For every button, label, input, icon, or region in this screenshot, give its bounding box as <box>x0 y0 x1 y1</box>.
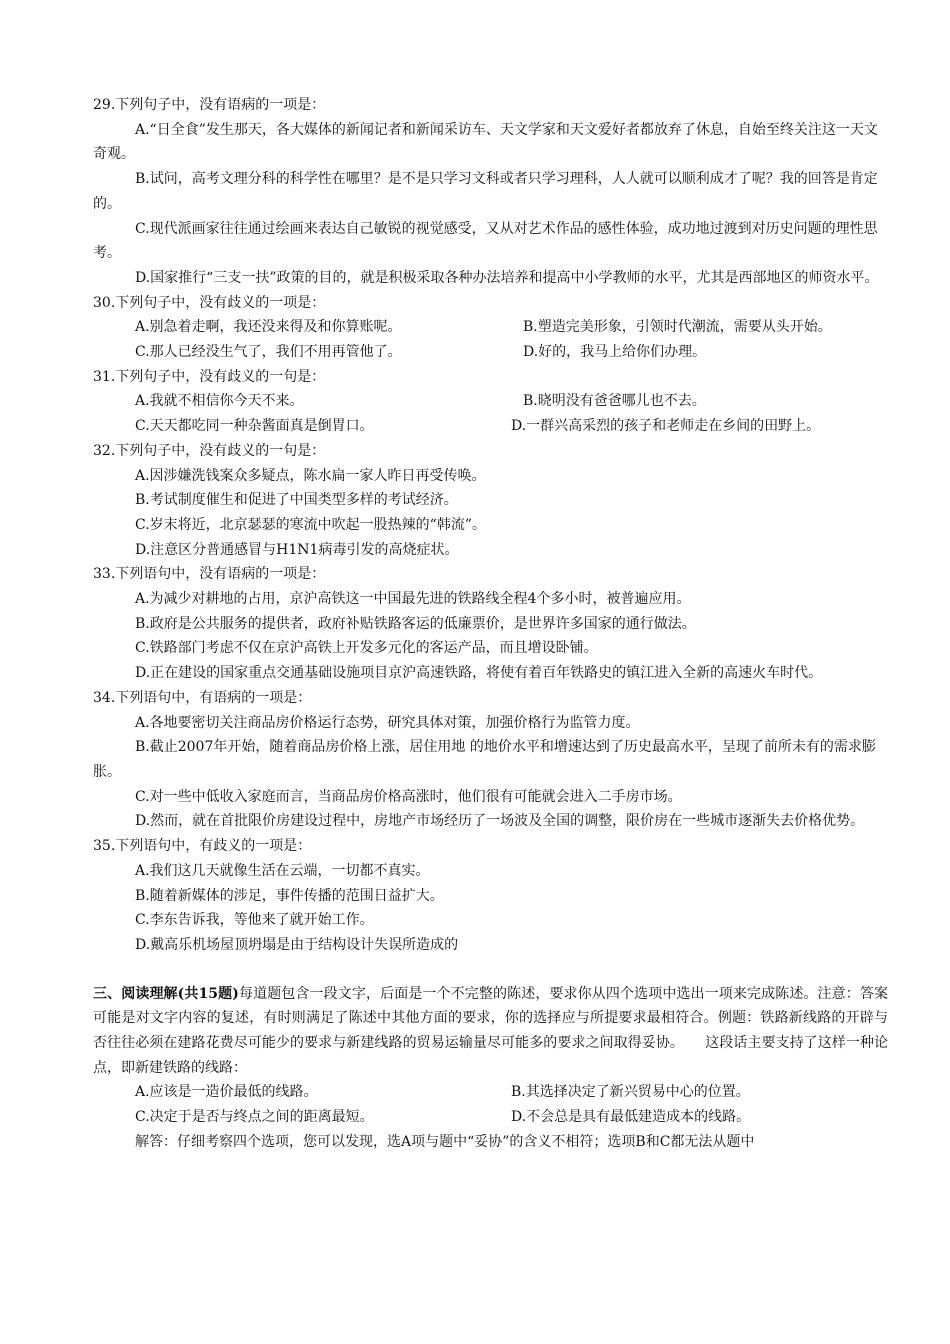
option-b: B.试问，高考文理分科的科学性在哪里？是不是只学习文科或者只学习理科，人人就可以顺利成才了呢？我的回答是肯定的。 <box>93 171 878 212</box>
question-stem: 31.下列句子中，没有歧义的一句是： <box>93 368 326 385</box>
section-instructions: 每道题包含一段文字，后面是一个不完整的陈述，要求你从四个选项中选出一项来完成陈述。注意：答案可能是对文字内容的复述，有时则满足了陈述中其他方面的要求，你的选择应与所提要求最相符合。 <box>93 985 889 1027</box>
section-intro <box>93 982 888 1081</box>
question-32 <box>93 439 888 563</box>
question-stem: 32.下列句子中，没有歧义的一句是： <box>93 442 326 459</box>
option-d: D.好的，我马上给你们办理。 <box>523 344 707 361</box>
option-c: C.天天都吃同一种杂酱面真是倒胃口。 <box>135 418 374 435</box>
section-heading: 三、阅读理解(共15题) <box>93 985 239 1002</box>
option-b: B.截止2007年开始，随着商品房价格上涨，居住用地 的地价水平和增速达到了历史最高水平，呈现了前所未有的需求膨胀。 <box>93 739 876 780</box>
option-a: A.别急着走啊，我还没来得及和你算账呢。 <box>135 319 402 336</box>
option-c: C.对一些中低收入家庭而言，当商品房价格高涨时，他们很有可能就会进入二手房市场。 <box>135 788 682 805</box>
option-c: C.现代派画家往往通过绘画来表达自己敏锐的视觉感受，又从对艺术作品的感性体验，成功地过渡到对历史问题的理性思考。 <box>93 220 878 262</box>
question-35 <box>93 834 888 958</box>
option-a: A.为减少对耕地的占用，京沪高铁这一中国最先进的铁路线全程4个多小时，被普遍应用。 <box>135 591 691 608</box>
question-stem: 34.下列语句中，有语病的一项是： <box>93 689 312 706</box>
option-d: D.不会总是具有最低建造成本的线路。 <box>511 1109 751 1126</box>
question-29 <box>93 93 888 291</box>
question-block <box>93 93 888 1155</box>
option-row <box>93 389 888 414</box>
question-34 <box>93 686 888 834</box>
question-stem: 29.下列句子中，没有语病的一项是： <box>93 97 326 113</box>
option-row <box>93 414 888 439</box>
option-d: D.国家推行“三支一扶”政策的目的，就是积极采取各种办法培养和提高中小学教师的水平，尤其是西部地区的师资水平。 <box>135 269 879 286</box>
option-c: C.铁路部门考虑不仅在京沪高铁上开发多元化的客运产品，而且增设卧铺。 <box>135 640 598 657</box>
option-row <box>93 315 888 340</box>
question-30 <box>93 291 888 365</box>
option-row <box>93 1080 888 1105</box>
option-b: B.政府是公共服务的提供者，政府补贴铁路客运的低廉票价，是世界许多国家的通行做法。 <box>135 615 696 632</box>
option-d: D.戴高乐机场屋顶坍塌是由于结构设计失误所造成的 <box>135 936 459 953</box>
option-a: A.我就不相信你今天不来。 <box>135 393 304 410</box>
option-row <box>93 340 888 365</box>
option-b: B.塑造完美形象，引领时代潮流，需要从头开始。 <box>523 319 832 336</box>
option-c: C.李东告诉我，等他来了就开始工作。 <box>135 912 374 929</box>
question-stem: 33.下列语句中，没有语病的一项是： <box>93 566 326 583</box>
question-stem: 35.下列语句中，有歧义的一项是： <box>93 838 312 855</box>
option-a: A.“日全食”发生那天，各大媒体的新闻记者和新闻采访车、天文学家和天文爱好者都放弃了休息，自始至终关注这一天文奇观。 <box>93 121 878 163</box>
option-b: B.随着新媒体的涉足，事件传播的范围日益扩大。 <box>135 887 444 904</box>
question-33 <box>93 562 888 686</box>
option-b: B.考试制度催生和促进了中国类型多样的考试经济。 <box>135 492 458 509</box>
option-d: D.然而，就在首批限价房建设过程中，房地产市场经历了一场波及全国的调整，限价房在一些城市逐渐失去价格优势。 <box>135 813 865 830</box>
option-b: B.晓明没有爸爸哪儿也不去。 <box>523 393 706 410</box>
option-row <box>93 1105 888 1130</box>
option-d: D.一群兴高采烈的孩子和老师走在乡间的田野上。 <box>511 418 821 435</box>
option-c: C.那人已经没生气了，我们不用再管他了。 <box>135 344 402 361</box>
option-c: C.岁末将近，北京瑟瑟的寒流中吹起一股热辣的“韩流”。 <box>135 516 486 533</box>
example-passage: 例题：铁路新线路的开辟与否往往必须在建路花费尽可能少的要求与新建线路的贸易运输量尽可能多的要求之间取得妥协。 <box>93 1010 889 1052</box>
option-a: A.应该是一造价最低的线路。 <box>135 1084 318 1101</box>
option-d: D.注意区分普通感冒与H1N1病毒引发的高烧症状。 <box>135 541 459 558</box>
option-a: A.我们这几天就像生活在云端，一切都不真实。 <box>135 862 430 879</box>
option-a: A.因涉嫌洗钱案众多疑点，陈水扁一家人昨日再受传唤。 <box>135 467 486 484</box>
question-31 <box>93 365 888 439</box>
option-a: A.各地要密切关注商品房价格运行态势，研究具体对策，加强价格行为监管力度。 <box>135 714 640 731</box>
example-answer: 解答：仔细考察四个选项，您可以发现，选A项与题中“妥协”的含义不相符；选项B和C都无法从题中 <box>135 1133 755 1150</box>
option-c: C.决定于是否与终点之间的距离最短。 <box>135 1109 374 1126</box>
option-b: B.其选择决定了新兴贸易中心的位置。 <box>511 1084 750 1101</box>
example-question: 这段话主要支持了这样一种论点，即新建铁路的线路： <box>93 1035 889 1076</box>
option-d: D.正在建设的国家重点交通基础设施项目京沪高速铁路，将使有着百年铁路史的镇江进入全新的高速火车时代。 <box>135 665 823 682</box>
question-stem: 30.下列句子中，没有歧义的一项是： <box>93 294 326 311</box>
section-reading-comprehension <box>93 982 888 1155</box>
